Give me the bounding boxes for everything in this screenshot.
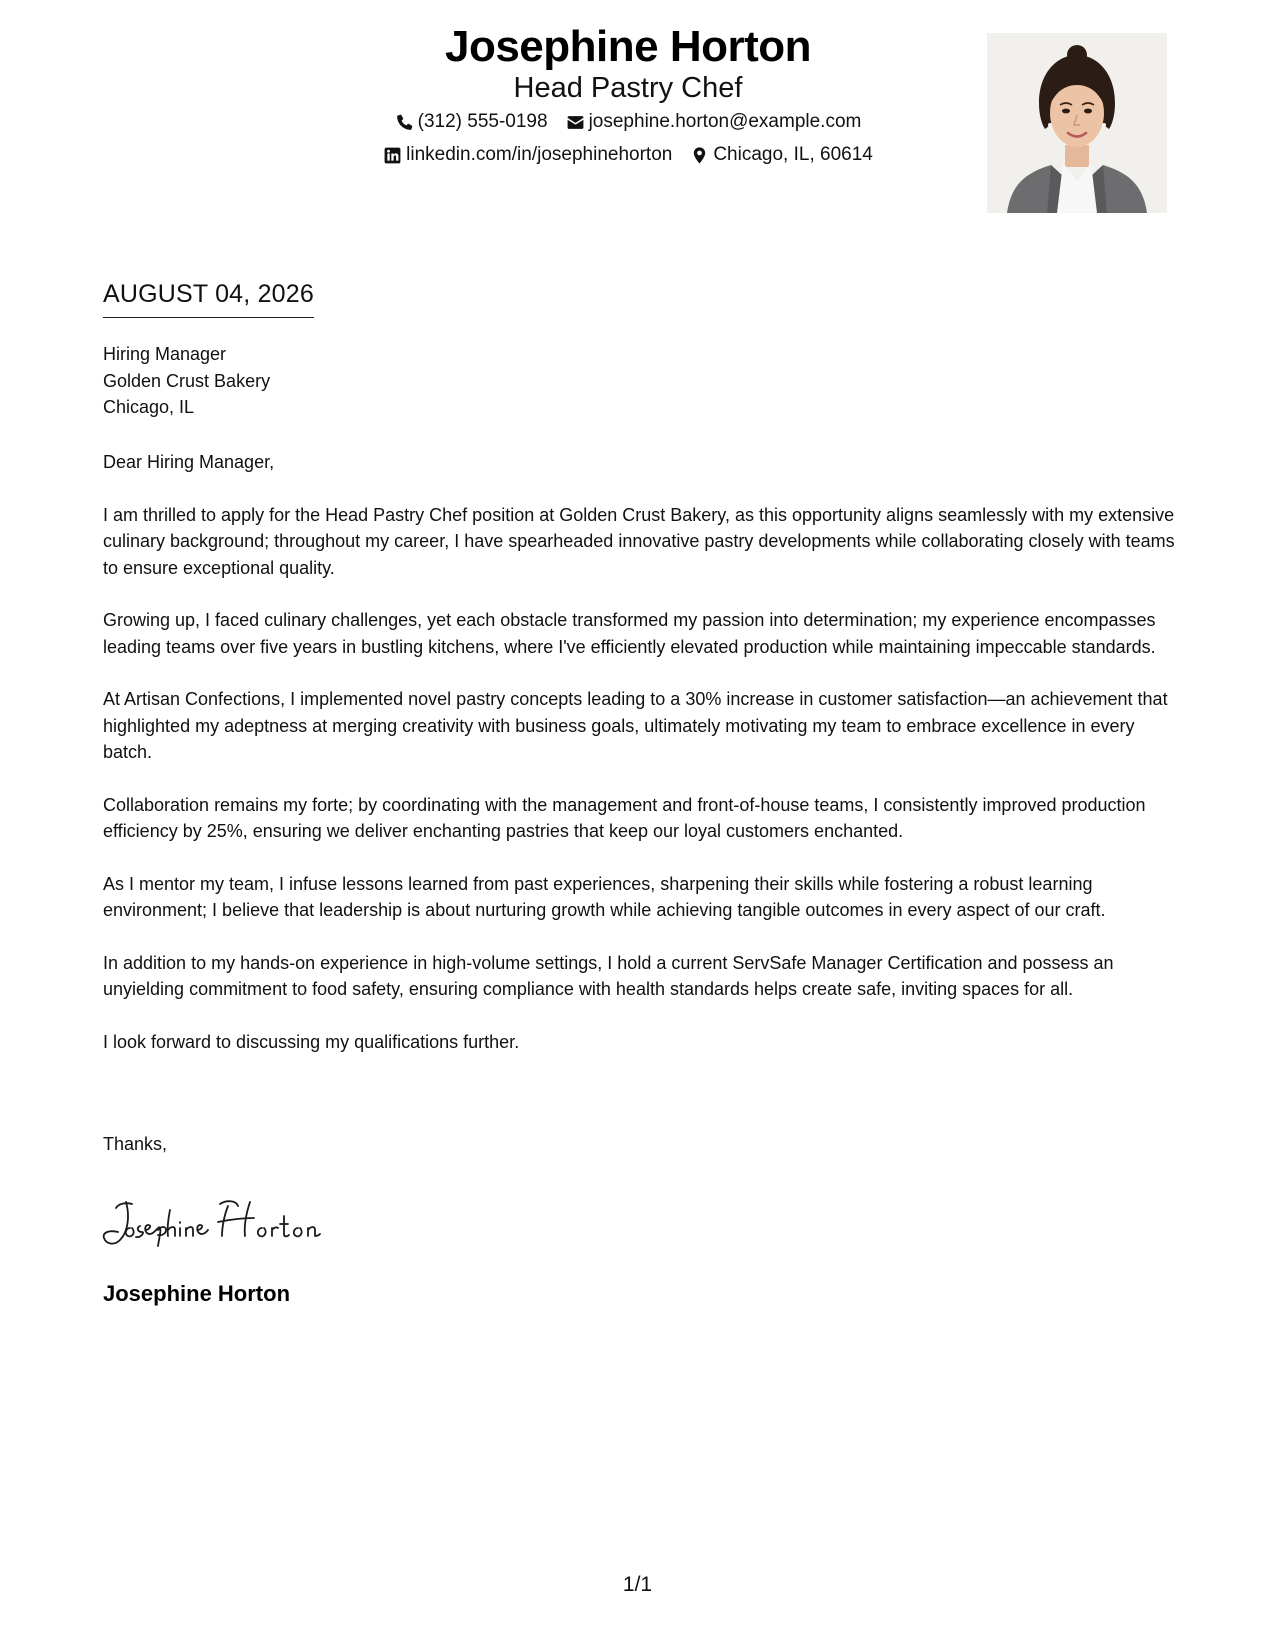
linkedin-icon <box>383 146 402 165</box>
body-paragraph: Growing up, I faced culinary challenges, yet each obstacle transformed my passion into determination; my experience encompasses leading teams over five years in bustling kitchens, where I've efficiently elevated production while maintaining impeccable standards. <box>103 610 1156 657</box>
page-number: 1/1 <box>622 1573 653 1596</box>
location-text: Chicago, IL, 60614 <box>713 144 873 165</box>
applicant-name: Josephine Horton <box>444 22 812 71</box>
body-paragraph: Collaboration remains my forte; by coordinating with the management and front-of-house teams, I consistently improved production efficiency by 25%, ensuring we deliver enchanting pastries that keep our loyal customers enchanted. <box>103 794 1146 841</box>
linkedin-text: linkedin.com/in/josephinehorton <box>406 144 673 165</box>
phone-text: (312) 555-0198 <box>417 111 548 132</box>
recipient-line: Hiring Manager <box>103 344 227 364</box>
applicant-title: Head Pastry Chef <box>513 72 743 104</box>
profile-photo <box>987 33 1167 213</box>
recipient-block <box>103 341 270 421</box>
recipient-line: Golden Crust Bakery <box>103 370 271 391</box>
body-paragraph: I look forward to discussing my qualifications further. <box>103 1031 520 1052</box>
letter-date: AUGUST 04, 2026 <box>103 280 314 318</box>
body-paragraph: At Artisan Confections, I implemented novel pastry concepts leading to a 30% increase in customer satisfaction—an achievement that highlighted my adeptness at merging creativity with business goals, ultimately motivating my team to embrace excellence in every batch. <box>103 689 1168 762</box>
salutation: Dear Hiring Manager, <box>103 452 275 472</box>
phone-icon <box>395 113 414 132</box>
body-paragraph: As I mentor my team, I infuse lessons learned from past experiences, sharpening their skills while fostering a robust learning environment; I believe that leadership is about nurturing growth while achieving tangible outcomes in every aspect of our craft. <box>103 873 1106 920</box>
recipient-line: Chicago, IL <box>103 397 195 417</box>
handwritten-signature <box>100 1192 370 1252</box>
map-pin-icon <box>690 146 709 165</box>
portrait-illustration <box>987 33 1167 213</box>
closing-line: Thanks, <box>103 1134 168 1154</box>
letter-header <box>0 0 1275 230</box>
contact-email <box>566 111 862 133</box>
envelope-icon <box>566 113 585 132</box>
letter-body <box>103 449 1178 1081</box>
signed-name: Josephine Horton <box>103 1281 291 1306</box>
letter-date-block <box>103 280 314 318</box>
email-text: josephine.horton@example.com <box>588 111 862 132</box>
body-paragraph: In addition to my hands-on experience in high-volume settings, I hold a current ServSafe Manager Certification and possess an unyielding commitment to food safety, ensuring compliance with health standards helps create safe, inviting spaces for all. <box>103 952 1114 999</box>
contact-location <box>690 144 873 166</box>
contact-phone <box>395 111 548 133</box>
body-paragraph: I am thrilled to apply for the Head Pastry Chef position at Golden Crust Bakery, as this opportunity aligns seamlessly with my extensive culinary background; throughout my career, I have spearheaded innovative pastry developments while collaborating closely with teams to ensure exceptional quality. <box>103 504 1175 578</box>
contact-linkedin <box>383 144 672 166</box>
